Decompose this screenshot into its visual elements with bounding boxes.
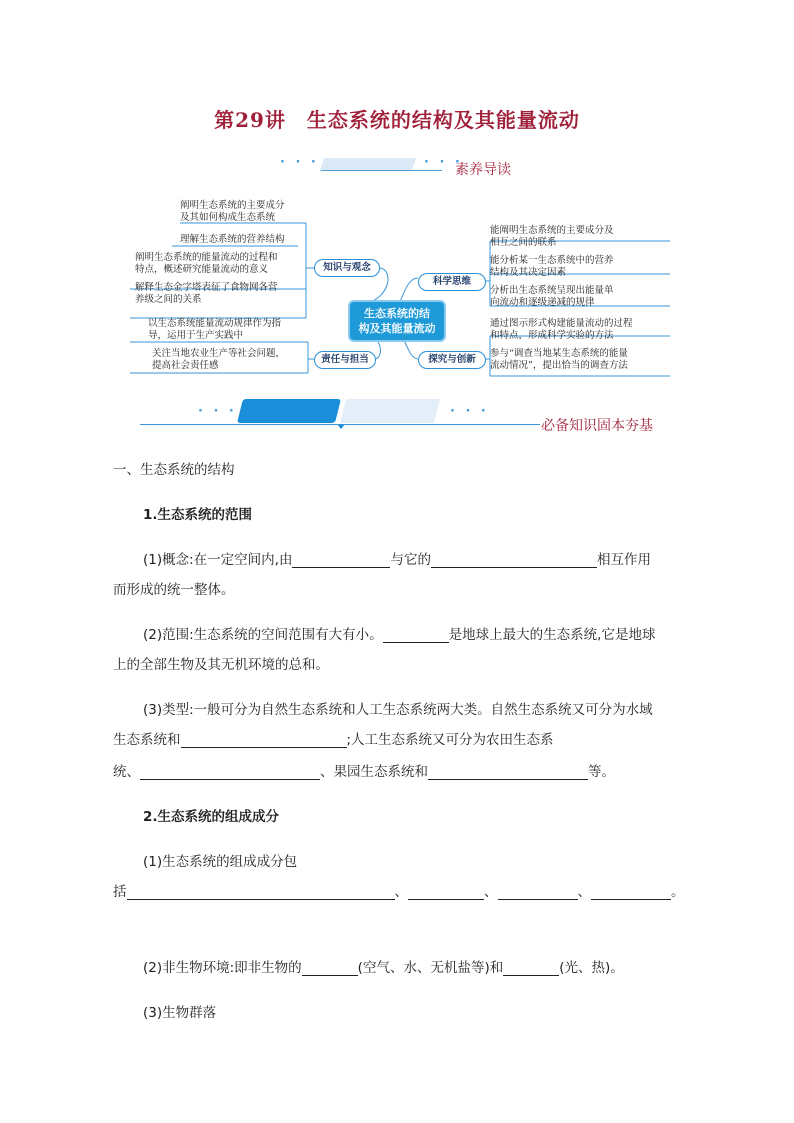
science-item-2: 能分析某一生态系统中的营养 结构及其决定因素 [490,255,614,278]
explore-item-2: 参与“调查当地某生态系统的能量 流动情况”，提出恰当的调查方法 [490,348,628,371]
para-abiotic: (2)非生物环境:即非生物的 (空气、水、无机盐等)和 (光、热)。 [143,960,624,976]
page-title: 第29讲 生态系统的结构及其能量流动 [214,108,580,132]
knowledge-item-3: 阐明生态系统的能量流动的过程和 特点，概述研究能量流动的意义 [135,252,278,275]
section-label-guide: 素养导读 [455,162,511,178]
blank-field[interactable] [503,960,559,976]
section-label-knowledge: 必备知识固本夯基 [541,418,653,434]
banner2-band-blue [237,399,341,423]
chip-explore: 探究与创新 [418,351,486,369]
subheading-scope: 1.生态系统的范围 [143,507,253,523]
banner-dots-left: · · · [280,155,319,170]
science-item-3: 分析出生态系统呈现出能量单 向流动和逐级递减的规律 [490,285,614,308]
para-concept: (1)概念:在一定空间内,由 与它的 相互作用 [143,552,651,568]
blank-field[interactable] [181,732,347,748]
subheading-components: 2.生态系统的组成成分 [143,809,280,825]
knowledge-item-1: 阐明生态系统的主要成分 及其如何构成生态系统 [180,200,285,223]
blank-field[interactable] [140,764,320,780]
banner-underline [322,170,442,171]
banner2-dots-right: · · · [450,404,489,419]
blank-field[interactable] [498,884,578,900]
heading-structure: 一、生态系统的结构 [113,462,235,478]
chip-science: 科学思维 [418,273,486,291]
blank-field[interactable] [302,960,358,976]
para-components: (1)生态系统的组成成分包 [143,854,298,870]
para-community: (3)生物群落 [143,1005,217,1021]
para-types-line2: 生态系统和 ;人工生态系统又可分为农田生态系 [113,732,554,748]
blank-field[interactable] [127,884,395,900]
para-range: (2)范围:生态系统的空间范围有大有小。 是地球上最大的生态系统,它是地球 [143,627,656,643]
science-item-1: 能阐明生态系统的主要成分及 相互之间的联系 [490,225,614,248]
banner2-band-light [340,399,440,423]
para-range-cont: 上的全部生物及其无机环境的总和。 [113,657,329,673]
chip-responsibility: 责任与担当 [314,351,376,369]
responsibility-item-1: 以生态系统能量流动规律作为指 导，运用于生产实践中 [148,318,282,341]
blank-field[interactable] [428,764,588,780]
responsibility-item-2: 关注当地农业生产等社会问题， 提高社会责任感 [152,348,286,371]
banner2-underline [140,424,540,425]
banner2-dots-left: · · · [198,404,237,419]
para-types-line3: 统、 、果园生态系统和 等。 [113,764,615,780]
para-components-cont: 括 、 、 、 。 [113,884,685,900]
blank-field[interactable] [408,884,484,900]
blank-field[interactable] [591,884,671,900]
banner-dots-right: · · · [424,155,463,170]
explore-item-1: 通过图示形式构建能量流动的过程 和特点，形成科学实验的方法 [490,318,633,341]
knowledge-item-4: 解释生态金字塔表征了食物网各营 养级之间的关系 [135,282,278,305]
mind-map-center: 生态系统的结 构及其能量流动 [348,300,446,342]
blank-field[interactable] [292,552,390,568]
para-types: (3)类型:一般可分为自然生态系统和人工生态系统两大类。自然生态系统又可分为水域 [143,702,653,718]
mind-map [130,196,670,381]
knowledge-item-2: 理解生态系统的营养结构 [180,234,285,245]
para-concept-cont: 而形成的统一整体。 [113,582,235,598]
chip-knowledge: 知识与观念 [314,259,380,277]
blank-field[interactable] [383,627,449,643]
blank-field[interactable] [431,552,597,568]
